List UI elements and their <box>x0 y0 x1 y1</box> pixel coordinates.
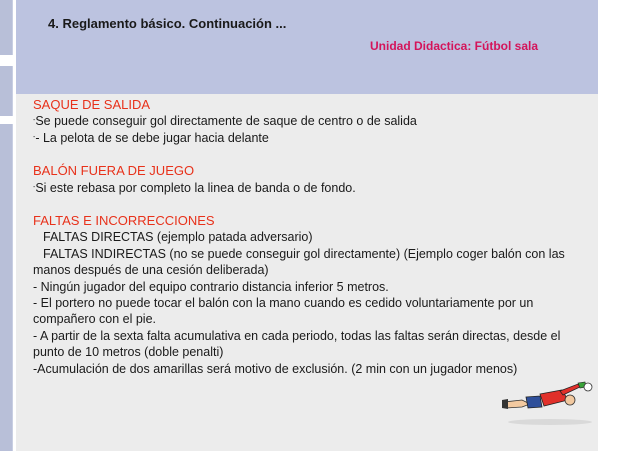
rules-text <box>33 97 568 377</box>
rule-line: - El portero no puede tocar el balón con la mano cuando es cedido voluntariamente por un compañero con el pie. <box>33 296 534 327</box>
side-bar <box>0 124 13 451</box>
rule-line: - A partir de la sexta falta acumulativa en cada periodo, todas las faltas serán directas, desde el punto de 10 metros (doble penalti) <box>33 328 561 360</box>
section-heading-saque: SAQUE DE SALIDA <box>33 97 151 112</box>
header-right-area <box>598 0 638 94</box>
rule-line: -Si este rebasa por completo la linea de banda o de fondo. <box>33 180 356 195</box>
faltas-indirectas: FALTAS INDIRECTAS (no se puede conseguir gol directamente) (Ejemplo coger balón con las manos después de una cesión deliberada) <box>33 246 565 278</box>
side-bar <box>0 66 13 116</box>
rule-line: -- La pelota de se debe jugar hacia delante <box>33 130 269 145</box>
slide-title: 4. Reglamento básico. Continuación ... <box>48 16 287 31</box>
section-heading-fuera: BALÓN FUERA DE JUEGO <box>33 163 195 179</box>
rule-line: - Ningún jugador del equipo contrario distancia inferior 5 metros. <box>33 279 389 294</box>
goalkeeper-diving-icon <box>500 378 595 426</box>
section-heading-faltas: FALTAS E INCORRECCIONES <box>33 213 215 229</box>
faltas-directas: FALTAS DIRECTAS (ejemplo patada adversario) <box>43 230 313 245</box>
rule-line: -Se puede conseguir gol directamente de saque de centro o de salida <box>33 114 417 129</box>
side-bar <box>0 0 13 55</box>
rule-line: -Acumulación de dos amarillas será motivo de exclusión. (2 min con un jugador menos) <box>33 361 518 376</box>
unit-label: Unidad Didactica: Fútbol sala <box>370 39 539 53</box>
